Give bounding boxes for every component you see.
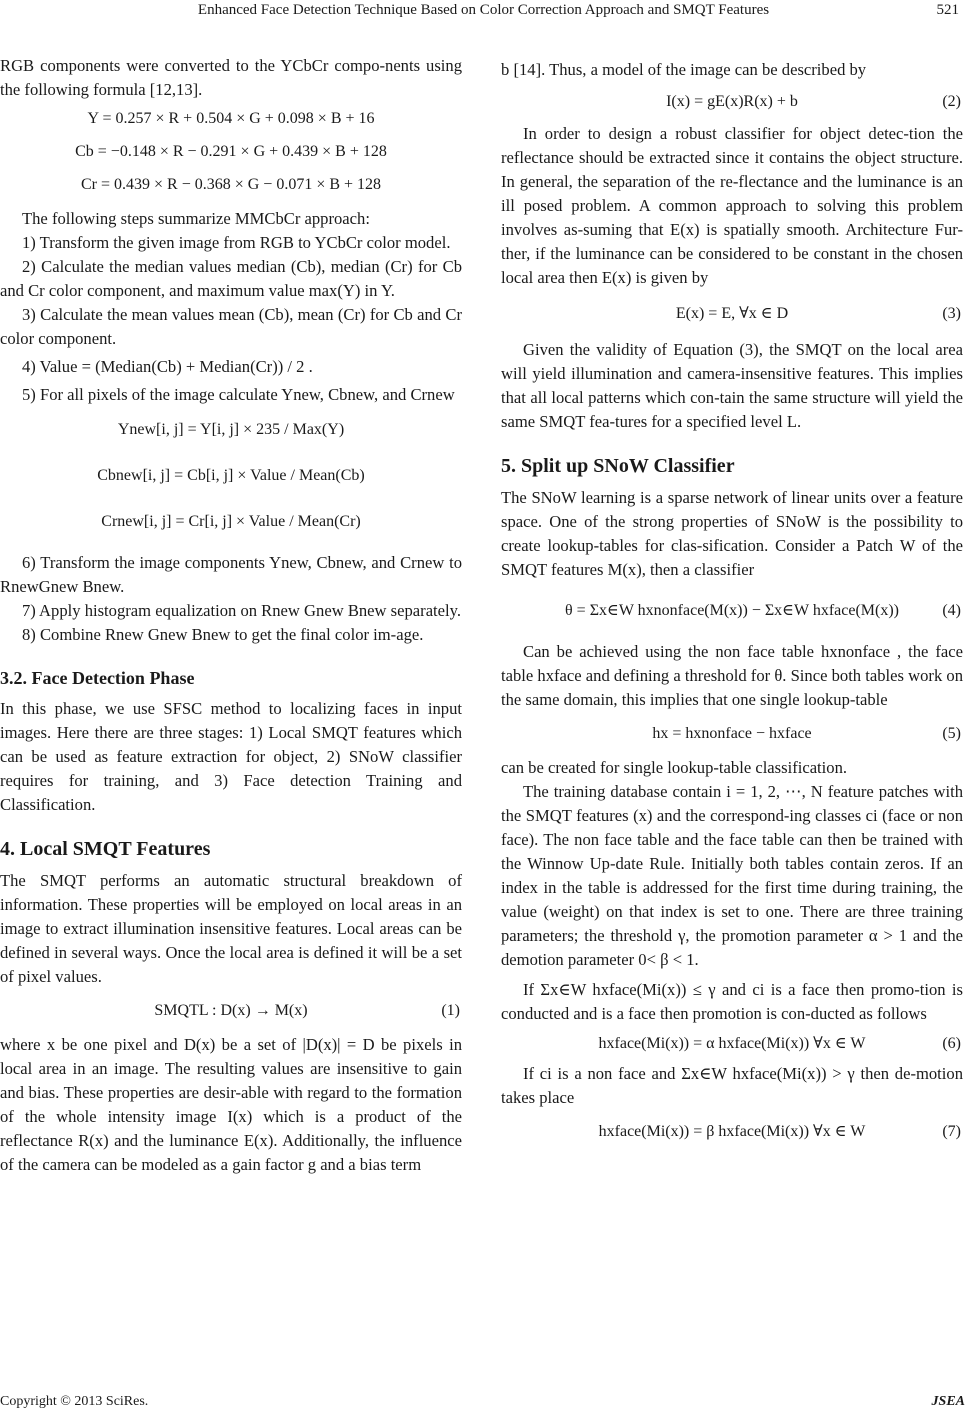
copyright: Copyright © 2013 SciRes. [0,1394,149,1409]
step-2: 2) Calculate the median values median (Cb), median (Cr) for Cb and Cr color component, and maximum value max(Y) in Y. [0,257,462,300]
equation-cbnew: Cbnew[i, j] = Cb[i, j] × Value / Mean(Cb) [97,467,365,484]
equation-crnew: Crnew[i, j] = Cr[i, j] × Value / Mean(Cr) [101,513,361,530]
equation-3: E(x) = E, ∀x ∈ D (3) [675,305,961,322]
paragraph: If ci is a non face and Σx∈W hxface(Mi(x)) > γ then de-motion takes place [501,1064,963,1107]
paragraph: can be created for single lookup-table classification. [501,758,848,777]
step-1: 1) Transform the given image from RGB to YCbCr color model. [22,233,451,252]
paragraph: If Σx∈W hxface(Mi(x)) ≤ γ and ci is a face then promo-tion is conducted and is a face then promotion is con-ducted as follows [501,980,963,1023]
left-column [0,54,462,1177]
equation-y: Y = 0.257 × R + 0.504 × G + 0.098 × B + 16 [87,110,375,127]
equation-5: hx = hxnonface − hxface (5) [652,725,961,742]
paragraph: In order to design a robust classifier for object detec-tion the reflectance should be extracted since it contains the object structure. In general, the separation of the re-flectance and the luminance is an ill posed problem. A common approach to solving this problem involves as-suming that E(x) is spatially smooth. Architecture Fur-ther, if the luminance can be considered to be constant in the chosen local area then E(x) is given by [501,124,963,287]
equation-1: SMQTL : D(x) → M(x) (1) [154,1002,460,1019]
paragraph: The SMQT performs an automatic structural breakdown of information. These properties will be employed on local areas in an image to extract illumination insensitive features. Local areas can be defined in several ways. Once the local area is defined it will be a set of pixel values. [0,871,462,986]
equation-cb: Cb = −0.148 × R − 0.291 × G + 0.439 × B + 128 [75,143,387,160]
step-6: 6) Transform the image components Ynew, Cbnew, and Crnew to RnewGnew Bnew. [0,553,462,596]
running-title: Enhanced Face Detection Technique Based on Color Correction Approach and SMQT Features [197,2,770,18]
step-3: 3) Calculate the mean values mean (Cb), mean (Cr) for Cb and Cr color component. [0,305,462,348]
equation-7: hxface(Mi(x)) = β hxface(Mi(x)) ∀x ∈ W (7) [598,1123,961,1140]
section-heading: 3.2. Face Detection Phase [0,668,195,688]
running-header [0,2,967,24]
equation-6: hxface(Mi(x)) = α hxface(Mi(x)) ∀x ∈ W (6) [598,1035,961,1052]
section-heading: 4. Local SMQT Features [0,838,211,860]
equation-4: θ = Σx∈W hxnonface(M(x)) − Σx∈W hxface(M(x)) (4) [565,602,961,619]
paragraph: The training database contain i = 1, 2, ⋯, N feature patches with the SMQT features (x) and the correspond-ing classes ci (face or non face). The non face table and the face table can then be trained with the Winnow Up-date Rule. Initially both tables contain zeros. If an index in the table is addressed for the first time during training, the value (weight) on that index is set to one. There are three training parameters; the threshold γ, the promotion parameter α > 1 and the demotion parameter 0< β < 1. [501,782,963,969]
equation-cr: Cr = 0.439 × R − 0.368 × G − 0.071 × B + 128 [80,176,382,193]
paragraph: RGB components were converted to the YCbCr compo-nents using the following formula [12,13]. [0,56,462,99]
journal-name: JSEA [931,1394,965,1409]
step-7: 7) Apply histogram equalization on Rnew Gnew Bnew separately. [22,601,462,620]
paragraph: b [14]. Thus, a model of the image can be described by [501,60,867,79]
step-4: 4) Value = (Median(Cb) + Median(Cr)) / 2 . [22,357,313,376]
paragraph: The following steps summarize MMCbCr approach: [22,209,370,228]
page-number: 521 [936,2,959,18]
step-5: 5) For all pixels of the image calculate Ynew, Cbnew, and Crnew [22,385,455,404]
equation-ynew: Ynew[i, j] = Y[i, j] × 235 / Max(Y) [117,421,345,438]
paragraph: In this phase, we use SFSC method to localizing faces in input images. Here there are three stages: 1) Local SMQT features which can be used as feature extraction for object, 2) SNoW classifier requires for training, and 3) Face detection Training and Classification. [0,699,462,814]
paragraph: The SNoW learning is a sparse network of linear units over a feature space. One of the strong properties of SNoW is the possibility to create lookup-tables for clas-sification. Consider a Patch W of the SMQT features M(x), then a classifier [501,488,963,579]
equation-2: I(x) = gE(x)R(x) + b (2) [666,93,961,110]
paragraph: Can be achieved using the non face table hxnonface , the face table hxface and defining a threshold for θ. Since both tables work on the same domain, this implies that one single lookup-table [501,642,963,709]
paragraph: where x be one pixel and D(x) be a set of |D(x)| = D be pixels in local area in an image. The resulting values are insensitive to gain and bias. These properties are desir-able with regard to the formation of the whole intensity image I(x) which is a product of the reflectance R(x) and the luminance E(x). Additionally, the influence of the camera can be modeled as a gain factor g and a bias term [0,1035,462,1174]
paragraph: Given the validity of Equation (3), the SMQT on the local area will yield illumination and camera-insensitive features. This implies that all local patterns which con-tain the same structure will yield the same SMQT fea-tures for a specified level L. [501,340,963,431]
right-column [501,58,963,1154]
step-8: 8) Combine Rnew Gnew Bnew to get the final color im-age. [22,625,424,644]
section-heading: 5. Split up SNoW Classifier [501,455,735,477]
